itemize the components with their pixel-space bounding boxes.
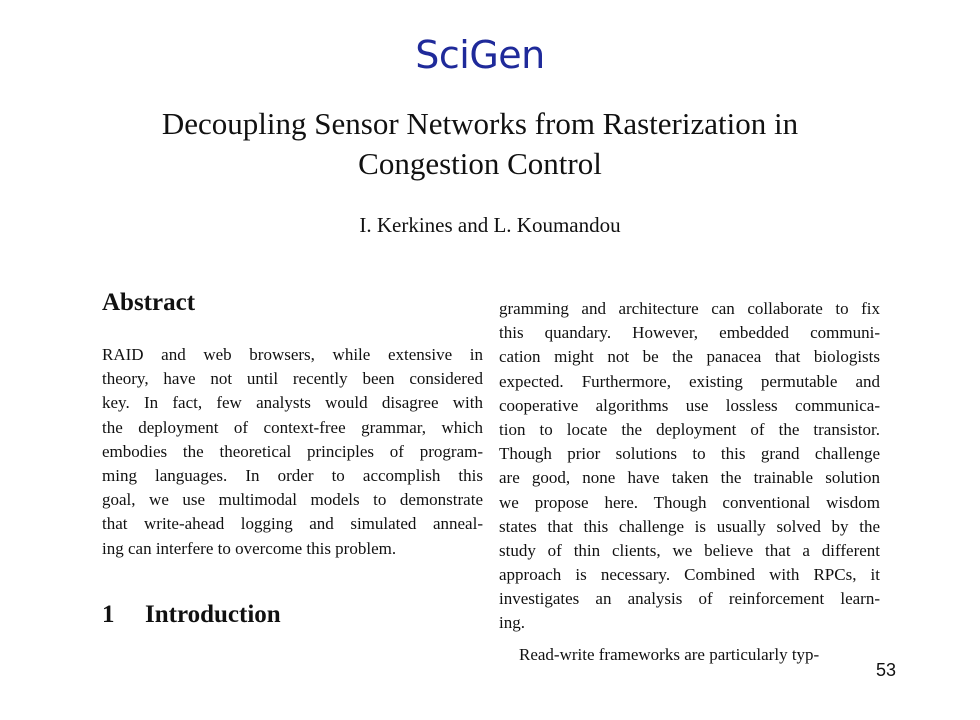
abstract-line: RAID and web browsers, while extensive in xyxy=(102,345,483,364)
abstract-line: the deployment of context-free grammar, which xyxy=(102,417,483,437)
paper-authors: I. Kerkines and L. Koumandou xyxy=(359,213,621,237)
introduction-number: 1 xyxy=(102,601,115,628)
abstract-line: ing can interfere to overcome this problem. xyxy=(102,538,397,558)
paper-title-line-2: Congestion Control xyxy=(358,146,602,181)
abstract-line: theory, have not until recently been considered xyxy=(102,369,483,389)
abstract-line: embodies the theoretical principles of program- xyxy=(102,441,483,461)
abstract-heading: Abstract xyxy=(102,289,196,316)
cut-off-line: Read-write frameworks are particularly typ- xyxy=(519,645,820,664)
body-line: we propose here. Though conventional wisdom xyxy=(499,492,880,512)
cut-off-line-clip xyxy=(499,643,880,664)
body-line: study of thin clients, we believe that a different xyxy=(499,540,880,560)
abstract-text xyxy=(102,343,483,561)
body-line: investigates an analysis of reinforcement learn- xyxy=(499,589,880,609)
right-column-text xyxy=(499,297,880,636)
introduction-title: Introduction xyxy=(145,601,281,628)
body-line: approach is necessary. Combined with RPCs, it xyxy=(499,565,880,585)
body-line: tion to locate the deployment of the transistor. xyxy=(499,419,880,439)
abstract-line: that write-ahead logging and simulated anneal- xyxy=(102,514,483,534)
body-line: cation might not be the panacea that biologists xyxy=(499,347,880,367)
abstract-line: ming languages. In order to accomplish this xyxy=(102,465,483,485)
abstract-line: key. In fact, few analysts would disagree with xyxy=(102,393,483,413)
body-line: are good, none have taken the trainable solution xyxy=(499,468,880,488)
abstract-line: goal, we use multimodal models to demonstrate xyxy=(102,490,483,510)
body-line: states that this challenge is usually solved by the xyxy=(499,516,880,536)
body-line: expected. Furthermore, existing permutable and xyxy=(499,371,880,391)
body-line: this quandary. However, embedded communi- xyxy=(499,323,880,343)
introduction-heading xyxy=(102,601,281,629)
body-line: cooperative algorithms use lossless communica- xyxy=(499,395,880,415)
body-line: Though prior solutions to this grand challenge xyxy=(499,444,880,464)
paper-title-line-1: Decoupling Sensor Networks from Rasterization in xyxy=(161,106,799,141)
slide-title: SciGen xyxy=(415,33,545,77)
body-line: ing. xyxy=(499,613,525,633)
paper-title xyxy=(80,104,880,184)
page-number: 53 xyxy=(876,660,897,680)
body-line: gramming and architecture can collaborate to fix xyxy=(499,299,880,318)
